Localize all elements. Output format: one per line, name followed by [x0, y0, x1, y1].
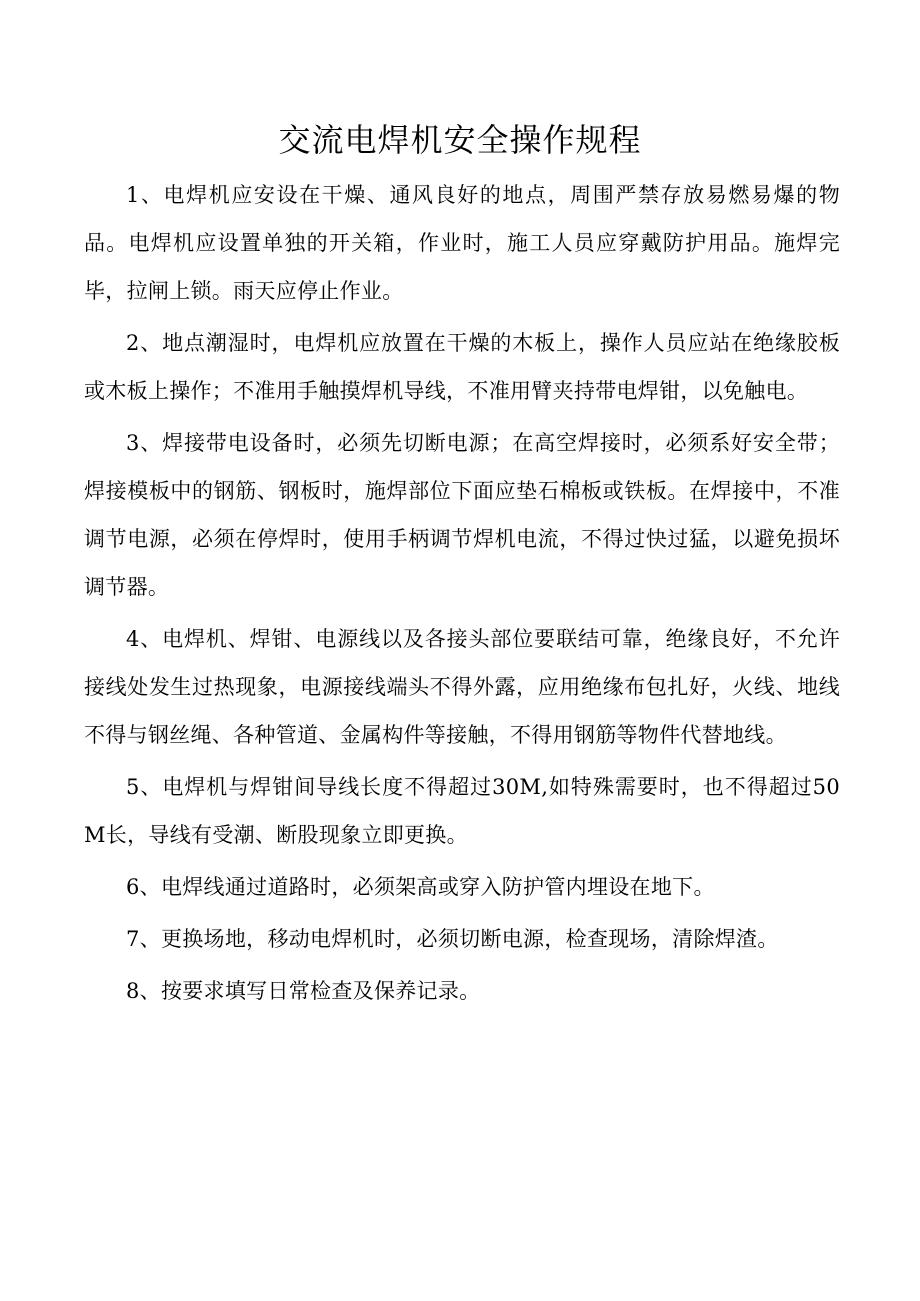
rule-paragraph-3: 3、焊接带电设备时，必须先切断电源；在高空焊接时，必须系好安全带；焊接模板中的钢筋、钢板时，施焊部位下面应垫石棉板或铁板。在焊接中，不准调节电源，必须在停焊时，使用手柄调节焊机电流，不得过快过猛，以避免损坏调节器。: [84, 431, 840, 599]
rule-paragraph-5: 5、电焊机与焊钳间导线长度不得超过30M,如特殊需要时，也不得超过50M长，导线有受潮、断股现象立即更换。: [84, 775, 840, 847]
rule-paragraph-1: 1、电焊机应安设在干燥、通风良好的地点，周围严禁存放易燃易爆的物品。电焊机应设置单独的开关箱，作业时，施工人员应穿戴防护用品。施焊完毕，拉闸上锁。雨天应停止作业。: [84, 183, 840, 303]
rule-paragraph-7: 7、更换场地，移动电焊机时，必须切断电源，检查现场，清除焊渣。: [126, 927, 779, 951]
rule-paragraph-4: 4、电焊机、焊钳、电源线以及各接头部位要联结可靠，绝缘良好，不允许接线处发生过热现象，电源接线端头不得外露，应用绝缘布包扎好，火线、地线不得与钢丝绳、各种管道、金属构件等接触，不得用钢筋等物件代替地线。: [84, 627, 840, 747]
document-title: 交流电焊机安全操作规程: [278, 121, 642, 159]
rule-paragraph-2: 2、地点潮湿时，电焊机应放置在干燥的木板上，操作人员应站在绝缘胶板或木板上操作；不准用手触摸焊机导线，不准用臂夹持带电焊钳，以免触电。: [84, 331, 840, 403]
document-body: [84, 171, 840, 1019]
rule-paragraph-8: 8、按要求填写日常检查及保养记录。: [126, 979, 481, 1003]
rule-paragraph-6: 6、电焊线通过道路时，必须架高或穿入防护管内埋设在地下。: [126, 875, 715, 899]
